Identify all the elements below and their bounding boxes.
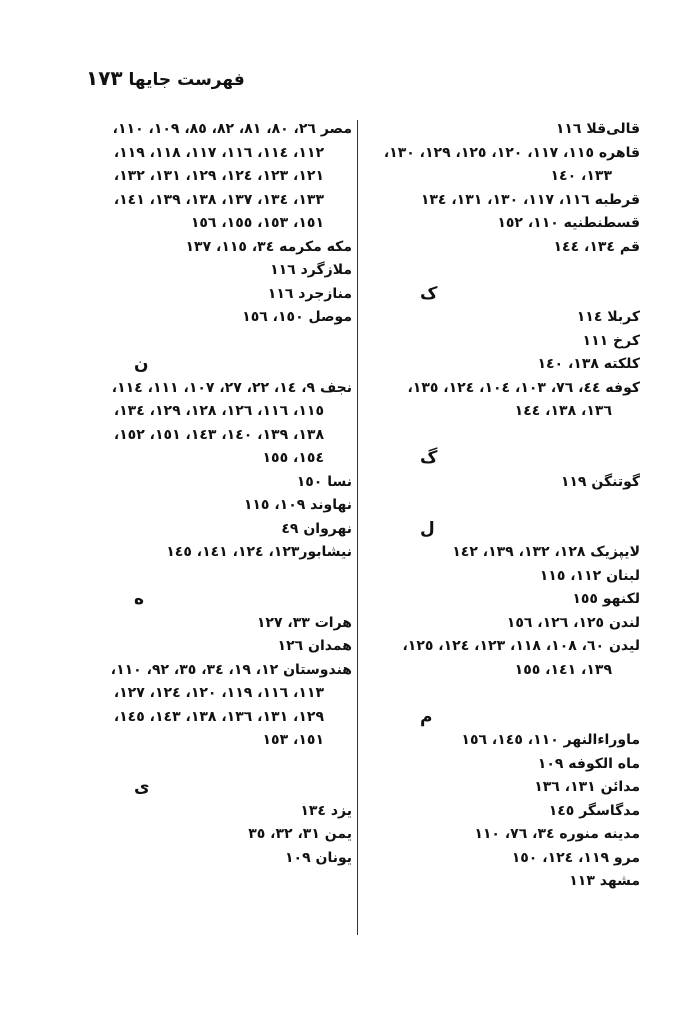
index-entry: مدینه منوره ٣٤، ٧٦، ١١٠ [474,826,640,842]
index-entry-continuation: ١٥٤، ١٥٥ [262,450,324,466]
index-entry-continuation: ١٣٣، ١٣٤، ١٣٧، ١٣٨، ١٣٩، ١٤١، [113,191,324,208]
index-entry: منازجرد ١١٦ [267,285,352,302]
index-entry: قالی‌قلا ١١٦ [555,121,640,137]
index-entry: یزد ١٣٤ [300,802,352,819]
index-entry: کوفه ٤٤، ٧٦، ١٠٣، ١٠٤، ١٢٤، ١٣٥، [407,379,640,396]
index-entry: مرو ١١٩، ١٢٤، ١٥٠ [511,849,640,866]
index-entry-continuation: ١٣٦، ١٣٨، ١٤٤ [514,403,612,419]
page-number: ١٧٣ [86,66,123,90]
index-entry: قم ١٣٤، ١٤٤ [553,238,640,255]
index-entry: موصل ١٥٠، ١٥٦ [242,309,352,325]
index-entry-continuation: ١٢٩، ١٣١، ١٣٦، ١٣٨، ١٤٣، ١٤٥، [113,708,324,725]
index-entry: نهاوند ١٠٩، ١١٥ [243,497,352,513]
section-letter-heading: ی [134,777,150,797]
index-entry: یمن ٣١، ٣٢، ٣٥ [248,826,352,842]
index-entry: لایپزیک ١٢٨، ١٣٢، ١٣٩، ١٤٢ [452,544,640,560]
index-entry: قاهره ١١٥، ١١٧، ١٢٠، ١٢٥، ١٢٩، ١٣٠، [383,144,640,161]
index-entry: یونان ١٠٩ [284,849,352,866]
section-letter-heading: ه [134,589,145,609]
section-letter-heading: م [420,706,433,727]
section-spacer [82,565,352,589]
page-header [76,66,245,92]
index-entry: قسطنطنیه ١١٠، ١٥٢ [497,215,640,231]
index-entry-continuation: ١١٣، ١١٦، ١١٩، ١٢٠، ١٢٤، ١٢٧، [113,685,324,701]
index-entry: نهروان ٤٩ [281,520,352,537]
section-spacer [368,424,640,448]
index-entry: مدگاسگر ١٤٥ [548,802,640,819]
index-entry: لبنان ١١٢، ١١٥ [539,567,640,584]
index-entry: نجف ٩، ١٤، ٢٢، ٢٧، ١٠٧، ١١١، ١١٤، [111,379,352,396]
index-entry: مشهد ١١٣ [569,873,640,889]
index-entry: لندن ١٢٥، ١٢٦، ١٥٦ [506,614,640,631]
index-entry-continuation: ١٣٣، ١٤٠ [550,168,612,184]
section-spacer [82,753,352,777]
index-entry-continuation: ١٣٩، ١٤١، ١٥٥ [514,661,612,678]
index-entry: گوتنگن ١١٩ [560,473,640,490]
index-entry-continuation: ١٥١، ١٥٣ [262,732,324,748]
index-entry-continuation: ١٣٨، ١٣٩، ١٤٠، ١٤٣، ١٥١، ١٥٢، [113,426,324,443]
section-spacer [368,259,640,283]
section-spacer [368,682,640,706]
section-letter-heading: ل [420,518,435,539]
index-entry: هرات ٣٣، ١٢٧ [256,614,352,631]
index-entry: قرطبه ١١٦، ١١٧، ١٣٠، ١٣١، ١٣٤ [420,191,640,208]
index-entry-continuation: ١١٥، ١١٦، ١٢٦، ١٢٨، ١٢٩، ١٣٤، [113,403,324,419]
section-spacer [82,330,352,354]
section-letter-heading: ن [134,354,149,374]
section-letter-heading: ک [420,283,438,304]
index-entry: کربلا ١١٤ [576,309,640,325]
column-divider [357,120,358,935]
page-title: فهرست جایها [128,70,245,90]
index-entry: نیشابور١٢٣، ١٢٤، ١٤١، ١٤٥ [166,544,352,560]
section-letter-heading: گ [420,448,438,468]
section-spacer [368,494,640,518]
index-entry: کرخ ١١١ [582,332,640,349]
index-entry: نسا ١٥٠ [296,473,352,490]
index-entry-continuation: ١١٢، ١١٤، ١١٦، ١١٧، ١١٨، ١١٩، [113,144,324,161]
index-entry: مدائن ١٣١، ١٣٦ [534,779,640,795]
index-entry: هندوستان ١٢، ١٩، ٣٤، ٣٥، ٩٢، ١١٠، [110,661,352,678]
index-entry: مصر ٢٦، ٨٠، ٨١، ٨٢، ٨٥، ١٠٩، ١١٠، [112,121,352,137]
index-entry: ماوراءالنهر ١١٠، ١٤٥، ١٥٦ [461,732,640,748]
index-entry: لکنهو ١٥٥ [572,591,640,607]
index-column-right [368,118,640,894]
index-column-left [82,118,352,870]
index-entry: مکه مکرمه ٣٤، ١١٥، ١٣٧ [185,238,352,255]
index-entry: لیدن ٦٠، ١٠٨، ١١٨، ١٢٣، ١٢٤، ١٢٥، [402,638,640,654]
index-entry: ملازگرد ١١٦ [270,262,352,278]
index-entry: کلکته ١٣٨، ١٤٠ [537,356,640,372]
index-entry: ماه الکوفه ١٠٩ [537,755,640,772]
index-entry-continuation: ١٢١، ١٢٣، ١٢٤، ١٢٩، ١٣١، ١٣٢، [113,168,324,184]
index-entry: همدان ١٢٦ [277,638,352,654]
index-entry-continuation: ١٥١، ١٥٣، ١٥٥، ١٥٦ [190,215,324,231]
